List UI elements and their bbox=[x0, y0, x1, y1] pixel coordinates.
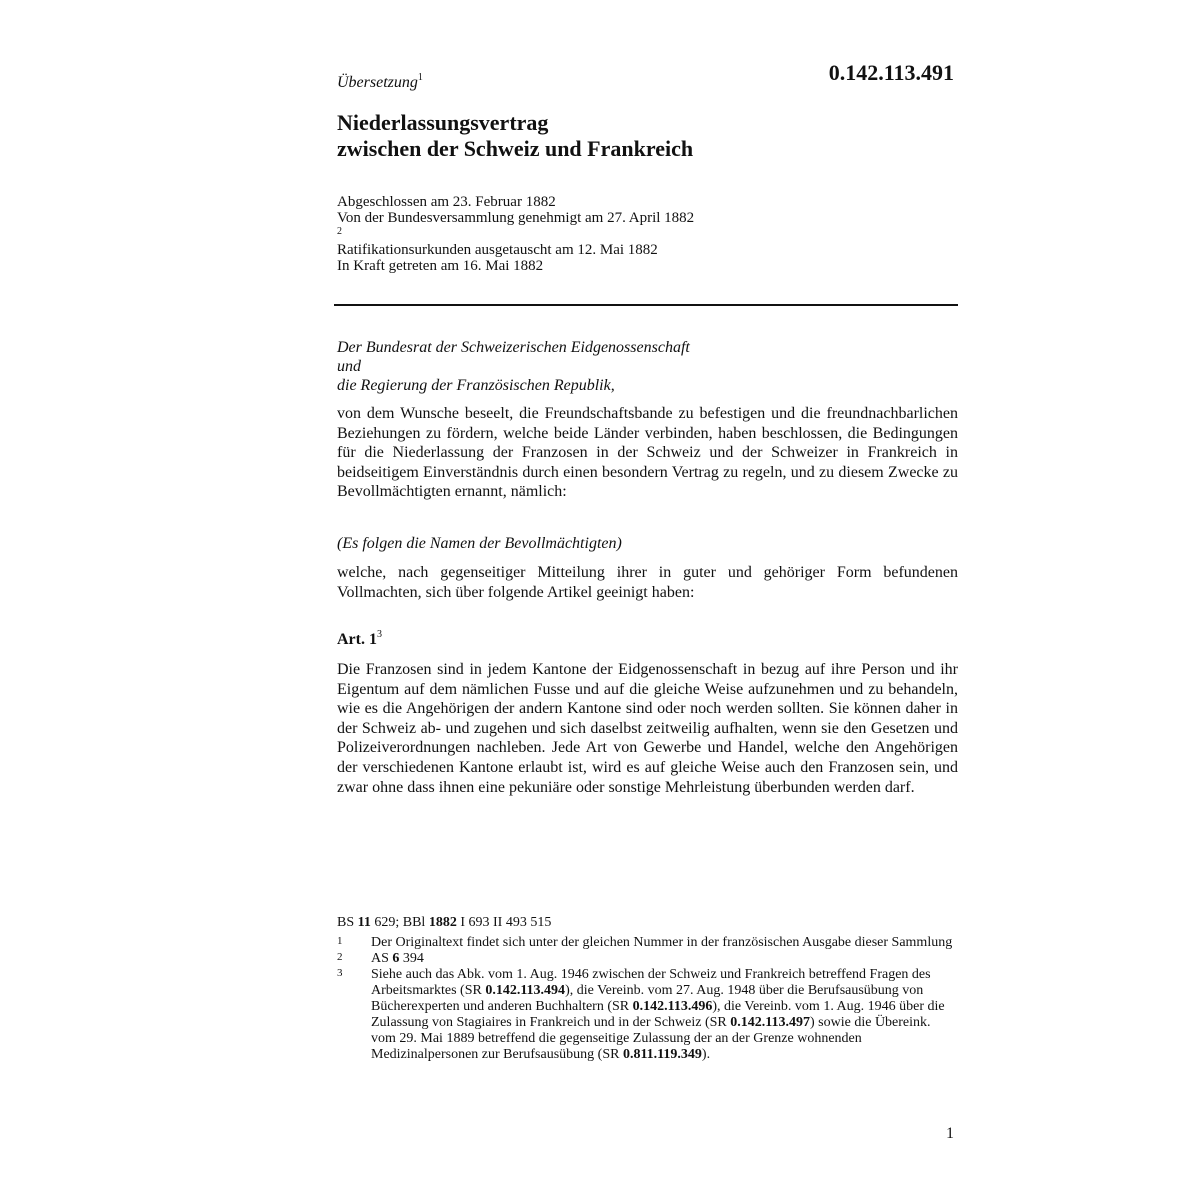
treaty-dates bbox=[337, 194, 694, 274]
footnote-3-part-d: ) sowie die Übereink. vom 29. Mai 1889 betreffend die gegenseitige Zulassung der an der Grenze wohnenden Medizinalpersonen zur Berufsausübung (SR bbox=[371, 1015, 931, 1062]
contracting-parties bbox=[337, 338, 690, 395]
footnote-3 bbox=[337, 967, 958, 1063]
citation-bs: BS bbox=[337, 915, 358, 930]
sr-number: 0.142.113.491 bbox=[828, 60, 954, 85]
sr-link-0-142-113-496[interactable]: 0.142.113.496 bbox=[632, 999, 713, 1014]
citation-bs-volume: 11 bbox=[357, 915, 371, 930]
article-1-text: Die Franzosen sind in jedem Kantone der Eidgenossenschaft in bezug auf ihre Person und ihr Eigentum auf dem nämlichen Fusse und auf die gleiche Weise aufzunehmen und zu behandeln, wie es die Angehörigen der andern Kantone sind oder noch werden sollten. Sie können daher in der Schweiz ab- und zugehen und sich daselbst zeitweilig aufhalten, wenn sie den Gesetzen und Polizeiverordnungen nachleben. Jede Art von Gewerbe und Handel, welche den Angehörigen der verschiedenen Kantone erlaubt ist, wird es auf gleiche Weise auch den Franzosen sein, und zwar ohne dass ihnen eine pekuniäre oder sonstige Mehrleistung überbunden werden darf. bbox=[337, 661, 958, 796]
footnote-2 bbox=[337, 951, 958, 967]
party-switzerland: Der Bundesrat der Schweizerischen Eidgenossenschaft bbox=[337, 339, 690, 356]
footnote-2-number: 2 bbox=[337, 951, 343, 963]
footnote-3-part-c: ), die Vereinb. vom 1. Aug. 1946 über die Zulassung von Stagiaires in Frankreich und in der Schweiz (SR bbox=[371, 999, 945, 1030]
citation-bbl-rest: I 693 II 493 515 bbox=[456, 915, 552, 930]
sr-link-0-142-113-497[interactable]: 0.142.113.497 bbox=[730, 1015, 811, 1030]
page-number: 1 bbox=[946, 1125, 954, 1142]
horizontal-divider bbox=[334, 304, 958, 306]
footnote-ref-2[interactable]: 2 bbox=[337, 226, 342, 237]
party-conjunction: und bbox=[337, 358, 361, 375]
footnote-3-part-b: ), die Vereinb. vom 27. Aug. 1948 über die Berufsausübung von Bücherexperten und anderen Buchhaltern (SR bbox=[371, 983, 924, 1014]
date-approved-text: Von der Bundesversammlung genehmigt am 27. April 1882 bbox=[337, 210, 695, 226]
footnote-ref-1[interactable]: 1 bbox=[417, 72, 423, 83]
source-citation bbox=[337, 915, 551, 931]
date-approved bbox=[337, 210, 694, 242]
citation-bs-page: 629; BBl bbox=[370, 915, 429, 930]
article-1-heading bbox=[337, 631, 382, 649]
footnote-2-prefix: AS bbox=[371, 951, 393, 966]
footnote-1-text: Der Originaltext findet sich unter der gleichen Nummer in der französischen Ausgabe dieser Sammlung bbox=[371, 935, 953, 950]
footnote-3-number: 3 bbox=[337, 967, 343, 979]
footnote-ref-3[interactable]: 3 bbox=[376, 629, 382, 640]
footnote-2-page: 394 bbox=[399, 951, 424, 966]
footnote-3-part-e: ). bbox=[701, 1047, 711, 1062]
sr-link-0-142-113-494[interactable]: 0.142.113.494 bbox=[485, 983, 566, 998]
title-line-1: Niederlassungsvertrag bbox=[337, 110, 549, 135]
title-line-2: zwischen der Schweiz und Frankreich bbox=[337, 136, 694, 161]
translation-label bbox=[337, 74, 423, 92]
date-in-force: In Kraft getreten am 16. Mai 1882 bbox=[337, 258, 544, 274]
agreement-clause: welche, nach gegenseitiger Mitteilung ihrer in guter und gehöriger Form befundenen Vollmachten, sich über folgende Artikel geeinigt haben: bbox=[337, 564, 958, 601]
document-title bbox=[337, 110, 693, 162]
translation-label-text: Übersetzung bbox=[337, 74, 418, 91]
party-france: die Regierung der Französischen Republik, bbox=[337, 377, 615, 394]
date-ratified: Ratifikationsurkunden ausgetauscht am 12. Mai 1882 bbox=[337, 242, 658, 258]
footnote-1-number: 1 bbox=[337, 935, 343, 947]
footnote-3-part-a: Siehe auch das Abk. vom 1. Aug. 1946 zwischen der Schweiz und Frankreich betreffend Fragen des Arbeitsmarktes (SR bbox=[371, 967, 931, 998]
citation-bbl-year: 1882 bbox=[428, 915, 457, 930]
article-1-heading-text: Art. 1 bbox=[337, 631, 377, 648]
footnotes bbox=[337, 935, 958, 1063]
footnote-1 bbox=[337, 935, 958, 951]
sr-link-0-811-119-349[interactable]: 0.811.119.349 bbox=[622, 1047, 702, 1062]
plenipotentiaries-note: (Es folgen die Namen der Bevollmächtigten) bbox=[337, 535, 622, 552]
footnote-2-volume: 6 bbox=[392, 951, 400, 966]
preamble-text: von dem Wunsche beseelt, die Freundschaftsbande zu befestigen und die freundnachbarlichen Beziehungen zu fördern, welche beide Länder verbinden, haben beschlossen, die Bedingungen für die Niederlassung der Franzosen in der Schweiz und der Schweizer in Frankreich in beidseitigem Einverständnis durch einen besondern Vertrag zu regeln, und zu diesem Zwecke zu Bevollmächtigten ernannt, nämlich: bbox=[337, 405, 958, 501]
date-concluded: Abgeschlossen am 23. Februar 1882 bbox=[337, 194, 556, 210]
